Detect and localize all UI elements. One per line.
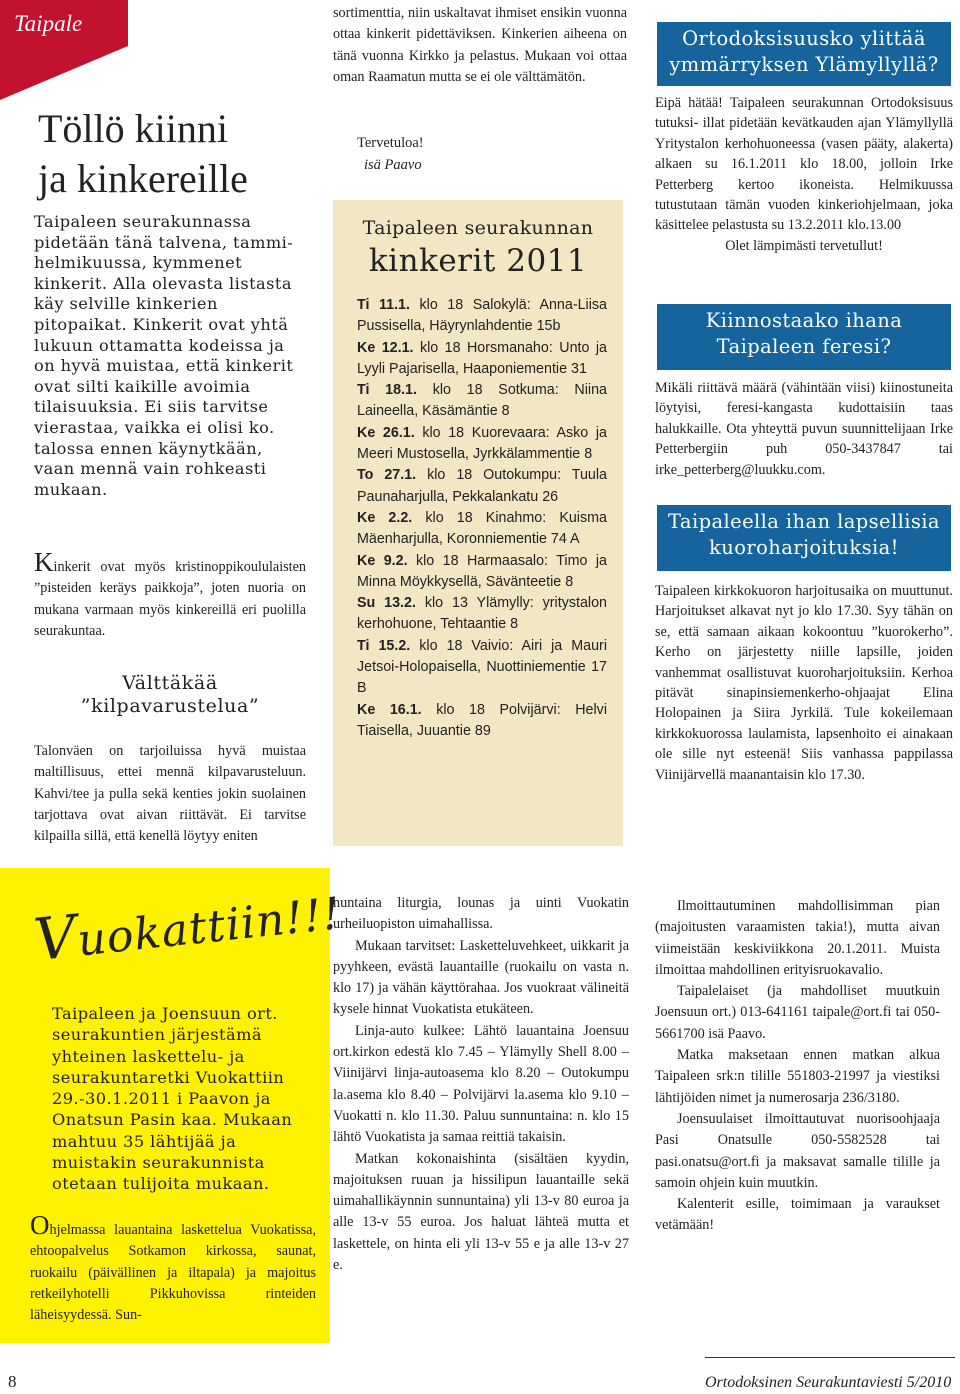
greeting: Tervetuloa! xyxy=(357,135,424,151)
article-headline xyxy=(38,104,298,204)
subhead-line-2: ”kilpavarustelua” xyxy=(80,695,260,717)
schedule-entry xyxy=(357,295,607,338)
vuokatti-body-text: hjelmassa lauantaina laskettelua Vuokatissa, ehtoopalvelus Sotkamon kirkossa, saunat, ruokailu (päivällinen ja iltapala) ja majoitus retkeilyhotelli Pikkuhovissa rinteiden läheisyydessä. Sun- xyxy=(30,1222,316,1324)
schedule-date: Su 13.2. xyxy=(357,595,416,612)
schedule-entry xyxy=(357,465,607,508)
schedule-title-line-1: Taipaleen seurakunnan xyxy=(362,217,594,239)
feresi-title-line-2: Taipaleen feresi? xyxy=(716,335,892,358)
schedule-entry xyxy=(357,593,607,636)
feresi-header xyxy=(657,304,951,370)
schedule-text: klo 18 Horsmanaho: Unto ja Lyyli Pajarisella, Haaponiementie 31 xyxy=(357,339,607,377)
feresi-title-line-1: Kiinnostaako ihana xyxy=(705,309,903,332)
vuokatti-mid-p4: Matkan kokonaishinta (sisältäen kyydin, majoituksen ruuan ja hissilipun lauantaille sekä uimahallikäynnin sunnuntaina) yli 13-v 80 euroa ja alle 13-v 55 euroa. Jos haluat lähteä mutta et laskettele, on hinta eli yli 13-v 55 e ja alle 13-v 27 e. xyxy=(333,1150,629,1274)
schedule-date: Ke 2.2. xyxy=(357,509,413,526)
section-tag-label: Taipale xyxy=(14,11,83,36)
ortodoksisuus-text xyxy=(655,93,953,256)
vuokatti-mid-p1: nuntaina liturgia, lounas ja uinti Vuokatin urheiluopiston uimahallissa. xyxy=(333,895,629,933)
schedule-text: klo 18 Harmaasalo: Timo ja Minna Möykkysellä, Sävänteetie 8 xyxy=(357,552,607,590)
vuokatti-title-rest: uokattiin!!! xyxy=(75,888,344,967)
kuoro-text: Taipaleen kirkkokuoron harjoitusaika on muuttunut. Harjoitukset alkavat nyt jo klo 17.30. Syy tähän on se, että samaan aikaan kokoontuu ”kuorokerho”. Kerho on järjestetty niille lapsille, joiden vanhemmat osallistuvat kuoroharjoituksiin. Kerhoa pitävät sinapinsiemenkerho-ohjaajat Elina Holopainen ja Siira Jyrkilä. Tule kokeilemaan kirkkokuorossa laulamista, lapsenhoito ei ainakaan ole sille nyt esteenä! Siis vanhassa pappilassa Viinijärvellä maanantaisin klo 17.30. xyxy=(655,583,953,783)
schedule-entry xyxy=(357,636,607,700)
schedule-date: Ke 26.1. xyxy=(357,424,415,441)
vuokatti-right-p1: Ilmoittautuminen mahdollisimman pian (majoitusten varaamisten takia!), mutta aivan viimeistään keskiviikkona 20.1.2011. Muista ilmoittaa mahdollinen erityisruokavalio. xyxy=(655,898,940,978)
article-paragraph-2-continued: sortimenttia, niin uskaltavat ihmiset ensikin vuonna ottaa kinkerit pidettäviksen. Kinkerien aiheena on tänä vuonna Kirkko ja pelastus. Mukaan voi ottaa oman Raamatun mutta se ei ole välttämätön. xyxy=(333,5,627,85)
vuokatti-drop-cap: O xyxy=(30,1210,50,1240)
kuoro-title-line-1: Taipaleella ihan lapsellisia xyxy=(668,510,940,533)
article-paragraph-1 xyxy=(34,547,306,642)
article-paragraph-2: Talonväen on tarjoiluissa hyvä muistaa maltillisuus, ettei mennä kilpavarusteluun. Kahvi/tee ja pulla sekä kenties jokin suolainen tarjottava ovat aivan riittävät. Ei tarvitse kilpailla sillä, että kenellä löytyy eniten xyxy=(34,743,306,845)
vuokatti-body xyxy=(30,1210,316,1326)
page-number: 8 xyxy=(8,1372,17,1391)
ortodoksisuus-closing: Olet lämpimästi tervetullut! xyxy=(725,237,883,254)
ortodoksisuus-title-line-2: ymmärryksen Ylämyllyllä? xyxy=(669,53,939,76)
schedule-date: Ke 9.2. xyxy=(357,552,408,569)
paragraph-1-text: inkerit ovat myös kristinoppikoululaisten ”pisteiden keräys paikkoja”, joten nuoria on mukana varmaan myös kinkereillä eri puolilla seurakuntaa. xyxy=(34,559,306,639)
kuoro-title-line-2: kuoroharjoituksia! xyxy=(709,536,899,559)
schedule-text: klo 18 Salokylä: Anna-Liisa Pussisella, Häyrynlahdentie 15b xyxy=(357,297,608,335)
footer-rule xyxy=(705,1357,955,1358)
vuokatti-right-column xyxy=(655,896,940,1237)
schedule-entry xyxy=(357,508,607,551)
schedule-date: Ke 12.1. xyxy=(357,339,414,356)
article-lead: Taipaleen seurakunnassa pidetään tänä talvena, tammi-helmikuussa, kymmenet kinkerit. Alla olevasta listasta käy selville kinkerien pitopaikat. Kinkerit ovat yhtä lukuun ottamatta kodeissa ja on hyvä muistaa, että kinkerit ovat silti kaikille avoimia tilaisuuksia. Ei siis tarvitse vierastaa, vaikka ei olisi ko. talossa ennen käynytkään, vaan mennä vain rohkeasti mukaan. xyxy=(34,212,294,499)
vuokatti-title-initial: V xyxy=(30,901,81,974)
drop-cap: K xyxy=(34,547,54,577)
schedule-entry xyxy=(357,338,607,381)
schedule-text: klo 18 Kuorevaara: Asko ja Meeri Mustosella, Jyrkkälammentie 8 xyxy=(357,424,607,463)
vuokatti-middle-column xyxy=(333,893,629,1276)
schedule-date: Ti 11.1. xyxy=(357,297,410,313)
schedule-text: klo 18 Kinahmo: Kuisma Mäenharjulla, Koronniementie 74 A xyxy=(357,509,607,548)
feresi-text: Mikäli riittävä määrä (vähintään viisi) kiinostuneita löytyisi, feresi-kangasta kudottaisiin taas halukkaille. Ota yhteyttä puvun suunnittelijaan Irke Petterbergiin puh 050-3437847 tai irke_petterberg@luukku.com. xyxy=(655,380,953,478)
kuoro-header xyxy=(657,505,951,571)
vuokatti-right-p3: Matka maksetaan ennen matkan alkua Taipaleen srk:n tilille 551803-21997 ja viestiksi lähtijöiden nimet ja numerosarja 236/3180. xyxy=(655,1047,940,1106)
schedule-date: Ti 18.1. xyxy=(357,382,417,399)
schedule-date: To 27.1. xyxy=(357,467,417,484)
publication-title: Ortodoksinen Seurakuntaviesti 5/2010 xyxy=(705,1374,952,1391)
schedule-title-line-2: kinkerit 2011 xyxy=(368,243,588,279)
schedule-date: Ke 16.1. xyxy=(357,701,422,718)
vuokatti-right-p2: Taipalelaiset (ja mahdolliset muutkuin Joensuun ort.) 013-641161 taipale@ort.fi tai 050-5661700 isä Paavo. xyxy=(655,983,940,1042)
schedule-date: Ti 15.2. xyxy=(357,637,411,654)
ortodoksisuus-header xyxy=(657,22,951,86)
vuokatti-right-p4: Joensuulaiset ilmoittautuvat nuorisoohjaaja Pasi Onatsulle 050-5582528 tai pasi.onatsu@ort.fi ja maksavat samalle tilille ja samoin ohjein kuin muutkin. xyxy=(655,1110,940,1191)
schedule-entry xyxy=(357,700,607,743)
headline-line-2: ja kinkereille xyxy=(38,156,248,201)
subhead-line-1: Välttäkää xyxy=(122,672,218,694)
schedule-entry xyxy=(357,380,607,423)
schedule-text: klo 18 Polvijärvi: Helvi Tiaisella, Juuantie 89 xyxy=(357,701,607,739)
schedule-entry xyxy=(357,551,607,594)
vuokatti-mid-p2: Mukaan tarvitset: Lasketteluvehkeet, uikkarit ja pyyhkeen, evästä lauantaille (ruokailu on vasta n. klo 17) ja vähän käyttörahaa. Jos vuokraat välineitä kysele hinnat Vuokatista etukäteen. xyxy=(333,937,629,1018)
article-subhead xyxy=(34,672,306,718)
vuokatti-mid-p3: Linja-auto kulkee: Lähtö lauantaina Joensuu ort.kirkon edestä klo 7.45 – Ylämylly Shell 8.00 – Viinijärvi linja-autoasema klo 8.20 – Outokumpu la.asema klo 8.40 – Polvijärvi la.asema klo 9.10 – Vuokatti n. klo 11.30. Paluu sunnuntaina: n. klo 15 lähtö Vuokatista ja samaa reittiä takaisin. xyxy=(333,1022,629,1146)
schedule-list xyxy=(357,295,607,742)
schedule-text: klo 18 Vaivio: Airi ja Mauri Jetsoi-Holopaisella, Nuottiniementie 17 B xyxy=(357,637,607,697)
schedule-text: klo 13 Ylämylly: yritystalon kerhohuone, Tehtaantie 8 xyxy=(357,595,607,633)
headline-line-1: Töllö kiinni xyxy=(38,106,228,151)
schedule-text: klo 18 Sotkuma: Niina Laineella, Käsämäntie 8 xyxy=(357,382,607,420)
signature: isä Paavo xyxy=(364,157,422,173)
ortodoksisuus-title-line-1: Ortodoksisuusko ylittää xyxy=(682,27,926,50)
schedule-text: klo 18 Outokumpu: Tuula Paunaharjulla, Pekkalankatu 26 xyxy=(357,467,607,505)
schedule-entry xyxy=(357,423,607,466)
vuokatti-lead: Taipaleen ja Joensuun ort. seurakuntien järjestämä yhteinen laskettelu- ja seurakuntaretki Vuokattiin 29.-30.1.2011 i Paavon ja Onatsun Pasin kaa. Mukaan mahtuu 35 lähtijää ja muistakin seurakunnista otetaan tulijoita mukaan. xyxy=(52,1004,293,1194)
vuokatti-right-p5: Kalenterit esille, toimimaan ja varaukset vetämään! xyxy=(655,1196,940,1234)
ortodoksisuus-body: Eipä hätää! Taipaleen seurakunnan Ortodoksisuus tutuksi- illat pidetään kevätkauden ajan Ylämyllyllä Yritystalon kerhohuoneessa (vasen pääty, alakerta) alkaen su 16.1.2011 klo 18.00, jolloin Irke Petterberg kertoo ikoneista. Helmikuussa tutustutaan tämän vuoden kinkeriohjelmaan, joka käsittelee pelastusta su 13.2.2011 klo.13.00 xyxy=(655,95,953,234)
